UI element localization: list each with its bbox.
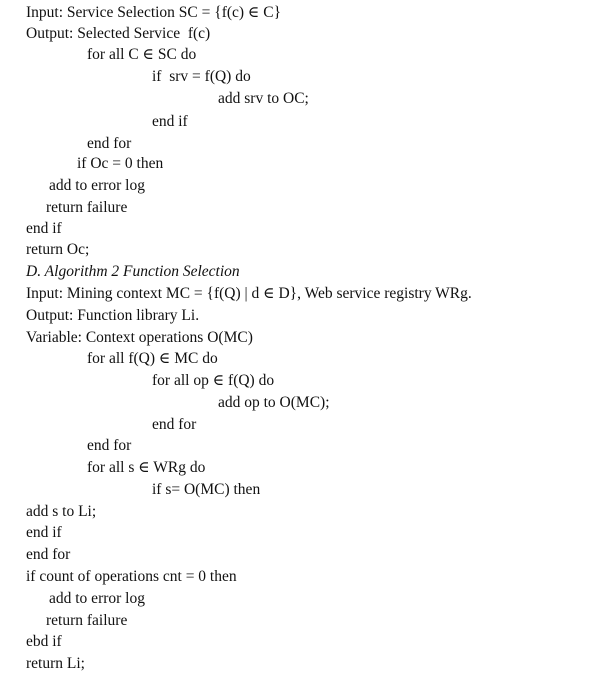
alg1-input-line: Input: Service Selection SC = {f(c) ∈ C} bbox=[26, 4, 282, 21]
alg1-add-srv-line: add srv to OC; bbox=[218, 90, 309, 107]
alg2-output-line: Output: Function library Li. bbox=[26, 307, 200, 324]
alg2-heading: D. Algorithm 2 Function Selection bbox=[26, 263, 240, 280]
alg2-variable-line: Variable: Context operations O(MC) bbox=[26, 329, 253, 346]
alg2-input-line: Input: Mining context MC = {f(Q) | d ∈ D}, Web service registry WRg. bbox=[26, 285, 472, 302]
alg2-return-failure-line: return failure bbox=[46, 612, 128, 629]
alg2-for-all-s-line: for all s ∈ WRg do bbox=[87, 459, 206, 476]
alg2-add-op-line: add op to O(MC); bbox=[218, 394, 330, 411]
alg1-output-line: Output: Selected Service f(c) bbox=[26, 25, 211, 42]
alg1-end-for-line: end for bbox=[87, 135, 132, 152]
alg1-if-srv-line: if srv = f(Q) do bbox=[152, 68, 251, 85]
alg1-if-oc-line: if Oc = 0 then bbox=[77, 155, 164, 172]
alg1-return-failure-line: return failure bbox=[46, 199, 128, 216]
alg1-for-all-line: for all C ∈ SC do bbox=[87, 46, 197, 63]
alg2-ebd-if-line: ebd if bbox=[26, 633, 62, 650]
alg2-end-for-outer-line: end for bbox=[87, 437, 132, 454]
alg1-return-oc-line: return Oc; bbox=[26, 241, 90, 258]
alg2-end-for-line: end for bbox=[26, 546, 71, 563]
alg2-if-s-line: if s= O(MC) then bbox=[152, 481, 261, 498]
alg1-add-error-line: add to error log bbox=[49, 177, 145, 194]
alg2-end-if-line: end if bbox=[26, 524, 62, 541]
alg2-add-s-line: add s to Li; bbox=[26, 503, 97, 520]
alg2-return-li-line: return Li; bbox=[26, 655, 85, 672]
alg2-for-all-fq-line: for all f(Q) ∈ MC do bbox=[87, 350, 218, 367]
alg2-add-error-line: add to error log bbox=[49, 590, 145, 607]
alg1-end-if-line: end if bbox=[26, 220, 62, 237]
alg2-end-for-inner-line: end for bbox=[152, 416, 197, 433]
alg2-if-count-line: if count of operations cnt = 0 then bbox=[26, 568, 237, 585]
alg2-for-all-op-line: for all op ∈ f(Q) do bbox=[152, 372, 275, 389]
alg1-end-if-inner-line: end if bbox=[152, 113, 188, 130]
